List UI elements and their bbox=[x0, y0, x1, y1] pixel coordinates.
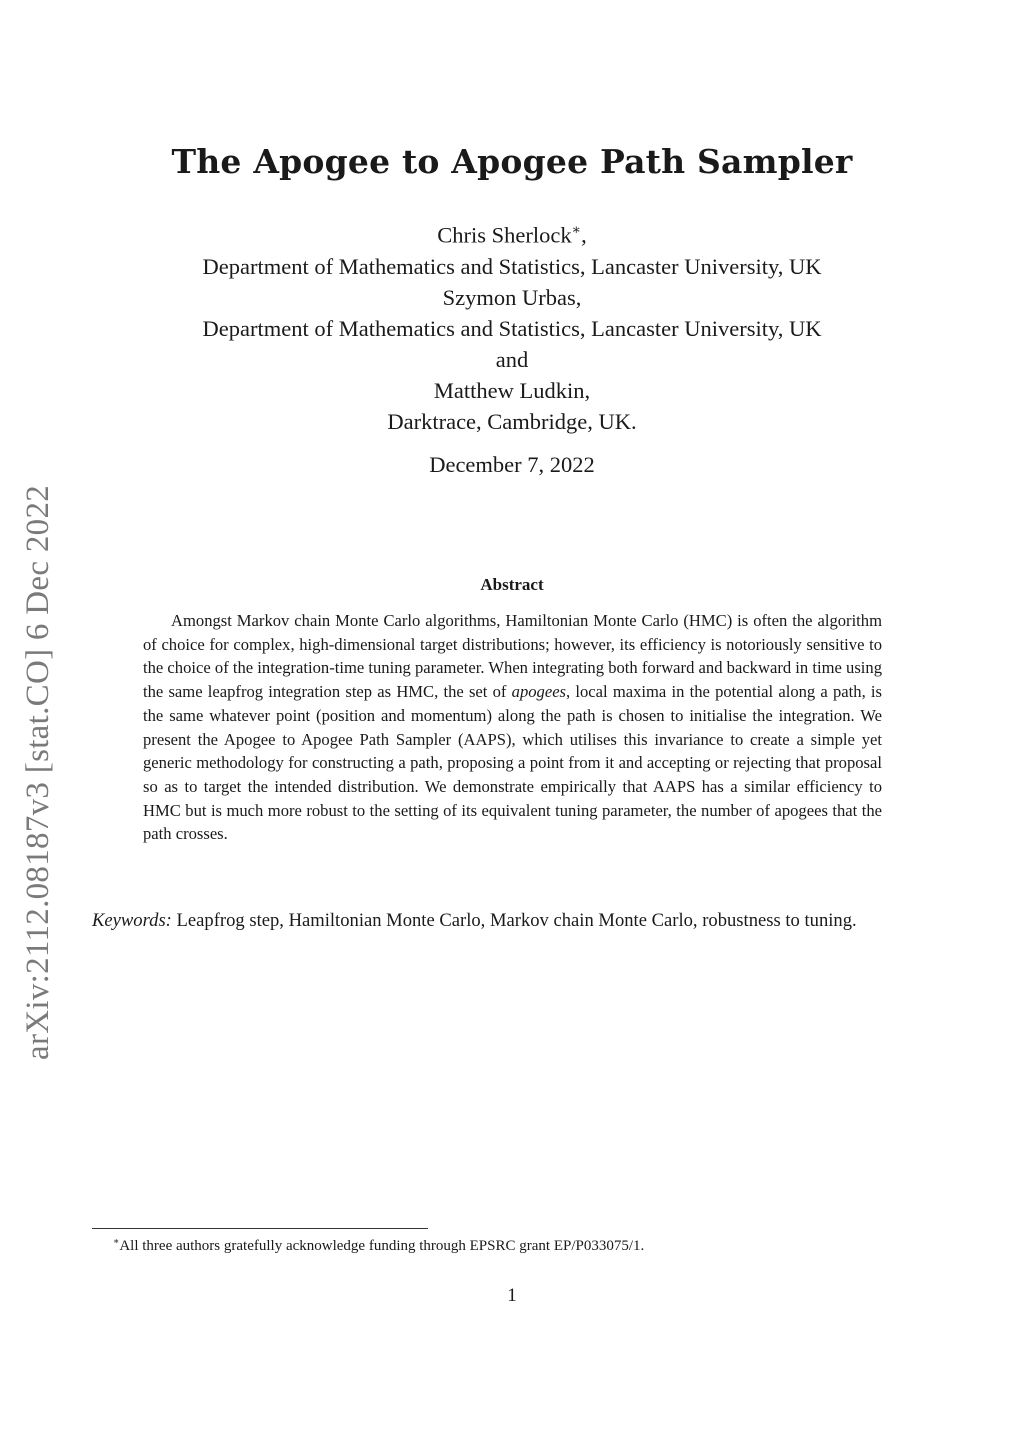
footnote-divider bbox=[92, 1228, 428, 1229]
author-separator: , bbox=[581, 222, 587, 248]
author-block bbox=[0, 215, 1024, 437]
author-name: Chris Sherlock bbox=[437, 222, 572, 248]
author-affiliation: Darktrace, Cambridge, UK. bbox=[387, 408, 637, 434]
keywords-label: Keywords: bbox=[92, 910, 172, 931]
keywords-paragraph bbox=[92, 908, 932, 934]
abstract-text bbox=[143, 609, 882, 846]
keywords-list: Leapfrog step, Hamiltonian Monte Carlo, Markov chain Monte Carlo, robustness to tuning. bbox=[176, 910, 857, 931]
author-name: Szymon Urbas, bbox=[442, 284, 582, 310]
author-conjunction: and bbox=[495, 346, 529, 372]
abstract-text-part: Amongst Markov chain Monte Carlo algorithms, Hamiltonian Monte Carlo (HMC) is often the algorithm of choice for complex, high-dimensional target distributions; however, its efficiency is notoriously sensitive to the choice of the integration-time tuning parameter. When integrating both forward and backward in time using the same leapfrog integration step as HMC, the set of bbox=[143, 611, 882, 702]
author-affiliation: Department of Mathematics and Statistics, Lancaster University, UK bbox=[202, 253, 822, 279]
abstract-heading: Abstract bbox=[480, 575, 544, 594]
author-name: Matthew Ludkin, bbox=[433, 377, 591, 403]
page-number: 1 bbox=[507, 1285, 517, 1306]
author-line-1 bbox=[0, 215, 1024, 251]
paper-date: December 7, 2022 bbox=[429, 452, 595, 477]
footnote-marker: ∗ bbox=[113, 1237, 120, 1247]
footnote-text: All three authors gratefully acknowledge funding through EPSRC grant EP/P033075/1. bbox=[119, 1238, 645, 1254]
footnote-marker: ∗ bbox=[571, 223, 582, 238]
abstract-emphasis: apogees bbox=[511, 682, 567, 702]
paper-title: The Apogee to Apogee Path Sampler bbox=[171, 142, 853, 181]
funding-footnote bbox=[113, 1236, 913, 1255]
abstract-text-part: , local maxima in the potential along a path, is the same whatever point (position and momentum) along the path is chosen to initialise the integration. We present the Apogee to Apogee Path Sampler (AAPS), which utilises this invariance to create a simple yet generic methodology for constructing a path, proposing a point from it and accepting or rejecting that proposal so as to target the intended distribution. We demonstrate empirically that AAPS has a similar efficiency to HMC but is much more robust to the setting of its equivalent tuning parameter, the number of apogees that the path crosses. bbox=[143, 682, 882, 844]
arxiv-identifier-stamp: arXiv:2112.08187v3 [stat.CO] 6 Dec 2022 bbox=[20, 484, 56, 1060]
author-affiliation: Department of Mathematics and Statistics, Lancaster University, UK bbox=[202, 315, 822, 341]
